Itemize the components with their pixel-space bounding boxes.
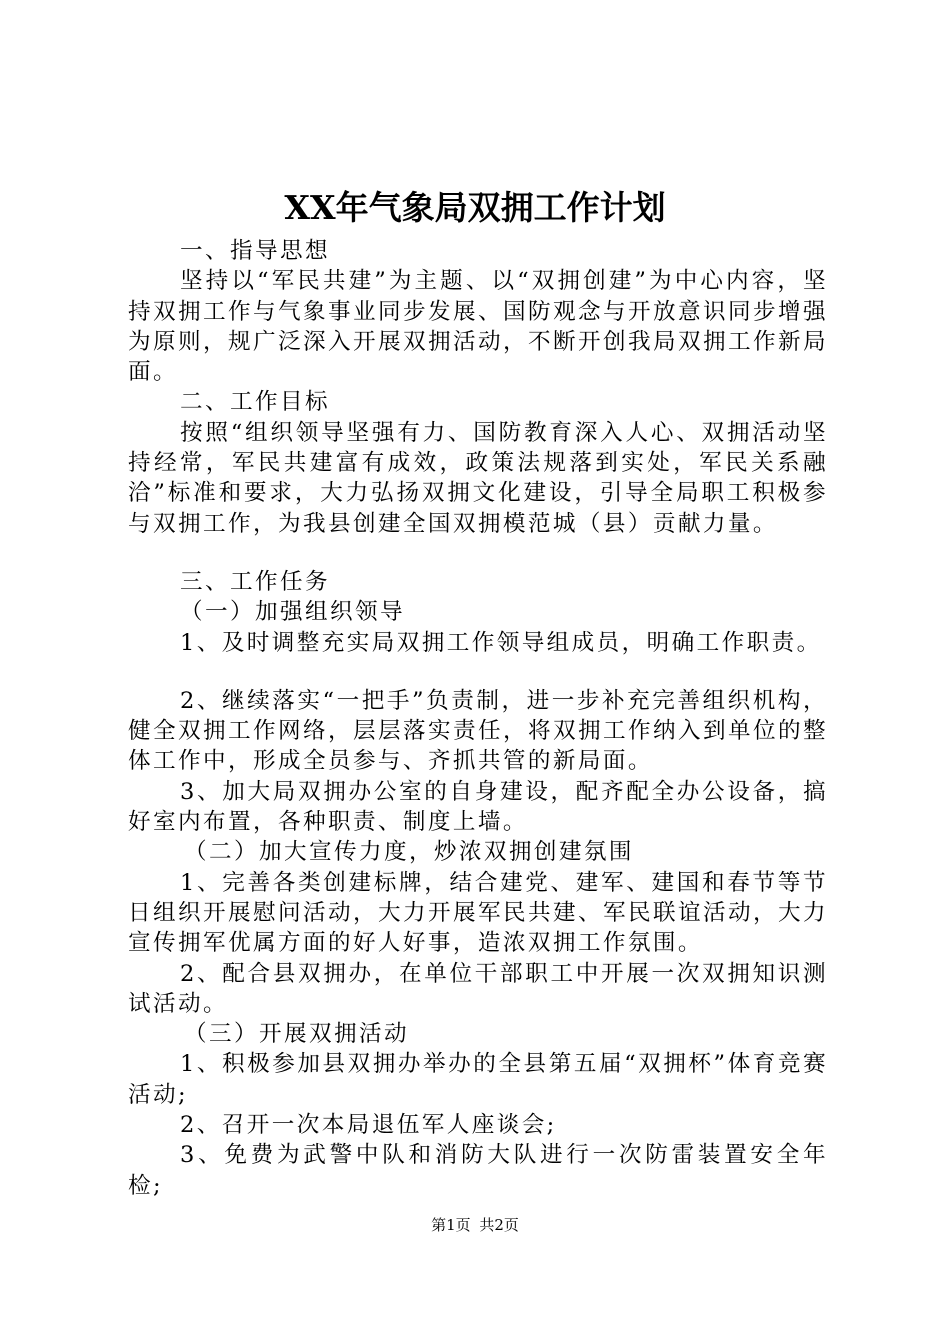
body-paragraph: 1、积极参加县双拥办举办的全县第五届“双拥杯”体育竞赛活动;: [128, 1051, 828, 1108]
body-paragraph: （三）开展双拥活动: [184, 1021, 409, 1048]
body-paragraph: 三、工作任务: [180, 568, 330, 595]
body-paragraph: 一、指导思想: [180, 238, 330, 264]
body-paragraph: 坚持以“军民共建”为主题、以“双拥创建”为中心内容，坚持双拥工作与气象事业同步发展、国防观念与开放意识同步增强为原则，规广泛深入开展双拥活动，不断开创我局双拥工作新局面。: [128, 268, 828, 386]
body-paragraph: （一）加强组织领导: [180, 599, 405, 626]
page-total: 共2页: [479, 1216, 519, 1234]
body-paragraph: （二）加大宣传力度，炒浓双拥创建氛围: [184, 839, 634, 866]
body-paragraph: 1、及时调整充实局双拥工作领导组成员，明确工作职责。: [180, 629, 822, 656]
body-paragraph: 3、免费为武警中队和消防大队进行一次防雷装置安全年检;: [128, 1142, 828, 1199]
paragraph-spacer: [128, 539, 828, 567]
body-paragraph: 2、召开一次本局退伍军人座谈会;: [180, 1112, 557, 1139]
body-paragraph: 1、完善各类创建标牌，结合建党、建军、建国和春节等节日组织开展慰问活动，大力开展军民共建、军民联谊活动，大力宣传拥军优属方面的好人好事，造浓双拥工作氛围。: [128, 869, 828, 957]
body-paragraph: 按照“组织领导坚强有力、国防教育深入人心、双拥活动坚持经常，军民共建富有成效，政策法规落到实处，军民关系融洽”标准和要求，大力弘扬双拥文化建设，引导全局职工积极参与双拥工作，为我县创建全国双拥模范城（县）贡献力量。: [128, 419, 828, 537]
body-paragraph: 2、继续落实“一把手”负责制，进一步补充完善组织机构，健全双拥工作网络，层层落实责任，将双拥工作纳入到单位的整体工作中，形成全员参与、齐抓共管的新局面。: [128, 687, 828, 775]
document-title: XX年气象局双拥工作计划: [284, 188, 666, 227]
page-number: 第1页: [431, 1216, 471, 1234]
document-body: [128, 236, 828, 1201]
body-paragraph: 2、配合县双拥办，在单位干部职工中开展一次双拥知识测试活动。: [128, 960, 828, 1017]
page-footer: [0, 1215, 950, 1235]
body-paragraph: 二、工作目标: [180, 389, 330, 416]
paragraph-spacer: [128, 658, 828, 686]
body-paragraph: 3、加大局双拥办公室的自身建设，配齐配全办公设备，搞好室内布置，各种职责、制度上墙。: [128, 778, 828, 836]
